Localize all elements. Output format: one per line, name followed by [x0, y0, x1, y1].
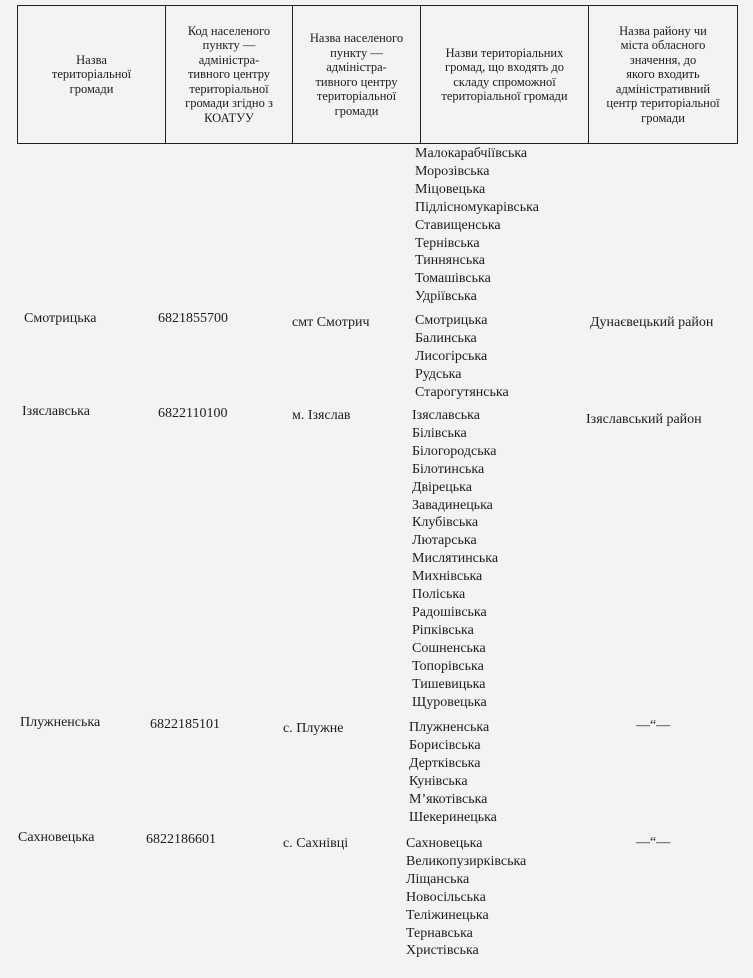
member-community-list — [412, 407, 498, 711]
header-district: Назва району чи міста обласного значення, до якого входить адміністративний центр територіальної громади — [588, 5, 738, 144]
district-name: Дунаєвецький район — [590, 315, 714, 330]
list-item: Білогородська — [412, 443, 497, 459]
member-community-list — [415, 312, 509, 402]
list-item: Великопузирківська — [406, 853, 527, 869]
koatuu-code: 6822110100 — [158, 406, 228, 421]
center-name: с. Сахнівці — [283, 836, 349, 851]
list-item: Щуровецька — [412, 694, 487, 710]
list-item: Борисівська — [409, 737, 481, 753]
list-item: Сахновецька — [406, 836, 483, 851]
list-item: Тернівська — [415, 235, 480, 251]
list-item: Рудська — [415, 366, 462, 382]
list-item: Лисогірська — [415, 348, 488, 364]
list-item: Поліська — [412, 587, 466, 603]
list-item: Ставищенська — [415, 217, 501, 233]
list-item: Ліщанська — [406, 871, 470, 887]
list-item: Сошненська — [412, 640, 486, 656]
list-item: Шекеринецька — [409, 809, 497, 825]
community-name: Плужненська — [20, 715, 101, 730]
list-item: Ріпківська — [412, 622, 474, 638]
koatuu-code: 6822185101 — [150, 717, 220, 732]
list-item: Малокарабчіївська — [415, 146, 528, 161]
list-item: Балинська — [415, 330, 477, 346]
list-item: Михнівська — [412, 569, 483, 585]
list-item: Клубівська — [412, 515, 479, 531]
community-name: Ізяславська — [22, 404, 90, 419]
continued-community-list — [415, 145, 539, 306]
member-community-list — [409, 719, 497, 826]
list-item: Христівська — [406, 943, 479, 959]
list-item: Морозівська — [415, 163, 490, 179]
list-item: Білівська — [412, 425, 467, 441]
list-item: Завадинецька — [412, 497, 493, 513]
list-item: Дертківська — [409, 755, 481, 771]
community-name: Сахновецька — [18, 830, 95, 845]
community-name: Смотрицька — [24, 311, 97, 326]
header-center-name: Назва населеного пункту — адміністра- тивного центру територіальної громади — [292, 5, 420, 144]
list-item: Білотинська — [412, 461, 485, 477]
header-koatuu-code: Код населеного пункту — адміністра- тивного центру територіальної громади згідно з КОАТУУ — [165, 5, 292, 144]
list-item: Кунівська — [409, 773, 468, 789]
list-item: Удріївська — [415, 289, 477, 305]
list-item: Теліжинецька — [406, 907, 489, 923]
koatuu-code: 6822186601 — [146, 832, 216, 847]
list-item: Тернавська — [406, 925, 473, 941]
koatuu-code: 6821855700 — [158, 311, 228, 326]
district-name: —“— — [636, 718, 671, 733]
list-item: Мислятинська — [412, 551, 499, 567]
header-community-name: Назва територіальної громади — [17, 5, 165, 144]
list-item: Лютарська — [412, 533, 477, 549]
list-item: Новосільська — [406, 889, 486, 905]
center-name: смт Смотрич — [292, 315, 370, 330]
center-name: м. Ізяслав — [292, 408, 351, 423]
list-item: Старогутянська — [415, 384, 509, 400]
center-name: с. Плужне — [283, 721, 344, 736]
list-item: Тиннянська — [415, 253, 486, 269]
list-item: Радошівська — [412, 604, 487, 620]
district-name: Ізяславський район — [586, 412, 702, 427]
list-item: Плужненська — [409, 720, 490, 735]
list-item: М’якотівська — [409, 791, 488, 807]
header-member-communities: Назви територіальних громад, що входять до складу спроможної територіальної громади — [420, 5, 588, 144]
member-community-list — [406, 835, 526, 960]
list-item: Тишевицька — [412, 676, 486, 692]
list-item: Смотрицька — [415, 313, 488, 328]
list-item: Двірецька — [412, 479, 472, 495]
district-name: —“— — [636, 835, 671, 850]
list-item: Томашівська — [415, 271, 491, 287]
list-item: Топорівська — [412, 658, 484, 674]
list-item: Міцовецька — [415, 181, 486, 197]
list-item: Ізяславська — [412, 408, 480, 423]
list-item: Підлісномукарівська — [415, 199, 539, 215]
